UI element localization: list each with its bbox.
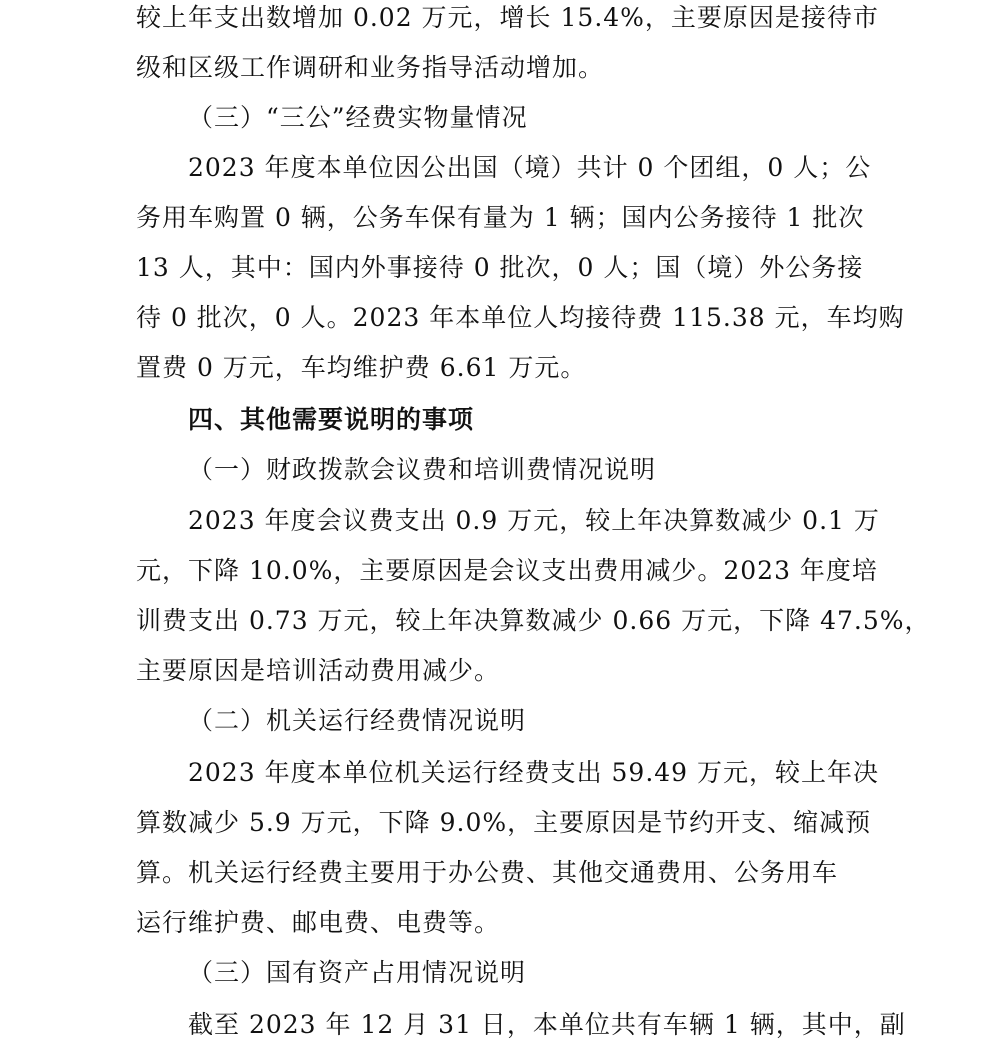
section-subheading: （二）机关运行经费情况说明: [188, 706, 527, 735]
paragraph-line: 算数减少 5.9 万元，下降 9.0%，主要原因是节约开支、缩减预: [136, 808, 872, 837]
section-subheading: （三）国有资产占用情况说明: [188, 958, 527, 987]
paragraph-line: 运行维护费、邮电费、电费等。: [136, 908, 501, 937]
paragraph-line: 务用车购置 0 辆，公务车保有量为 1 辆；国内公务接待 1 批次: [136, 203, 865, 232]
paragraph-line: 待 0 批次，0 人。2023 年本单位人均接待费 115.38 元，车均购: [136, 303, 905, 332]
paragraph-line: 算。机关运行经费主要用于办公费、其他交通费用、公务用车: [136, 858, 839, 887]
paragraph-line: 置费 0 万元，车均维护费 6.61 万元。: [136, 353, 587, 382]
paragraph-line: 训费支出 0.73 万元，较上年决算数减少 0.66 万元，下降 47.5%，: [136, 606, 931, 635]
paragraph-line: 2023 年度会议费支出 0.9 万元，较上年决算数减少 0.1 万: [188, 506, 880, 535]
paragraph-line: 级和区级工作调研和业务指导活动增加。: [136, 53, 605, 82]
section-subheading: （三）“三公”经费实物量情况: [188, 103, 528, 132]
paragraph-line: 主要原因是培训活动费用减少。: [136, 656, 501, 685]
section-heading: 四、其他需要说明的事项: [188, 405, 475, 434]
paragraph-line: 元，下降 10.0%，主要原因是会议支出费用减少。2023 年度培: [136, 556, 878, 585]
paragraph-line: 13 人，其中：国内外事接待 0 批次，0 人；国（境）外公务接: [136, 253, 864, 282]
paragraph-line: 2023 年度本单位机关运行经费支出 59.49 万元，较上年决: [188, 758, 880, 787]
section-subheading: （一）财政拨款会议费和培训费情况说明: [188, 455, 657, 484]
paragraph-line: 较上年支出数增加 0.02 万元，增长 15.4%，主要原因是接待市: [136, 3, 879, 32]
paragraph-line: 截至 2023 年 12 月 31 日，本单位共有车辆 1 辆，其中，副: [188, 1010, 906, 1039]
paragraph-line: 2023 年度本单位因公出国（境）共计 0 个团组，0 人；公: [188, 153, 872, 182]
